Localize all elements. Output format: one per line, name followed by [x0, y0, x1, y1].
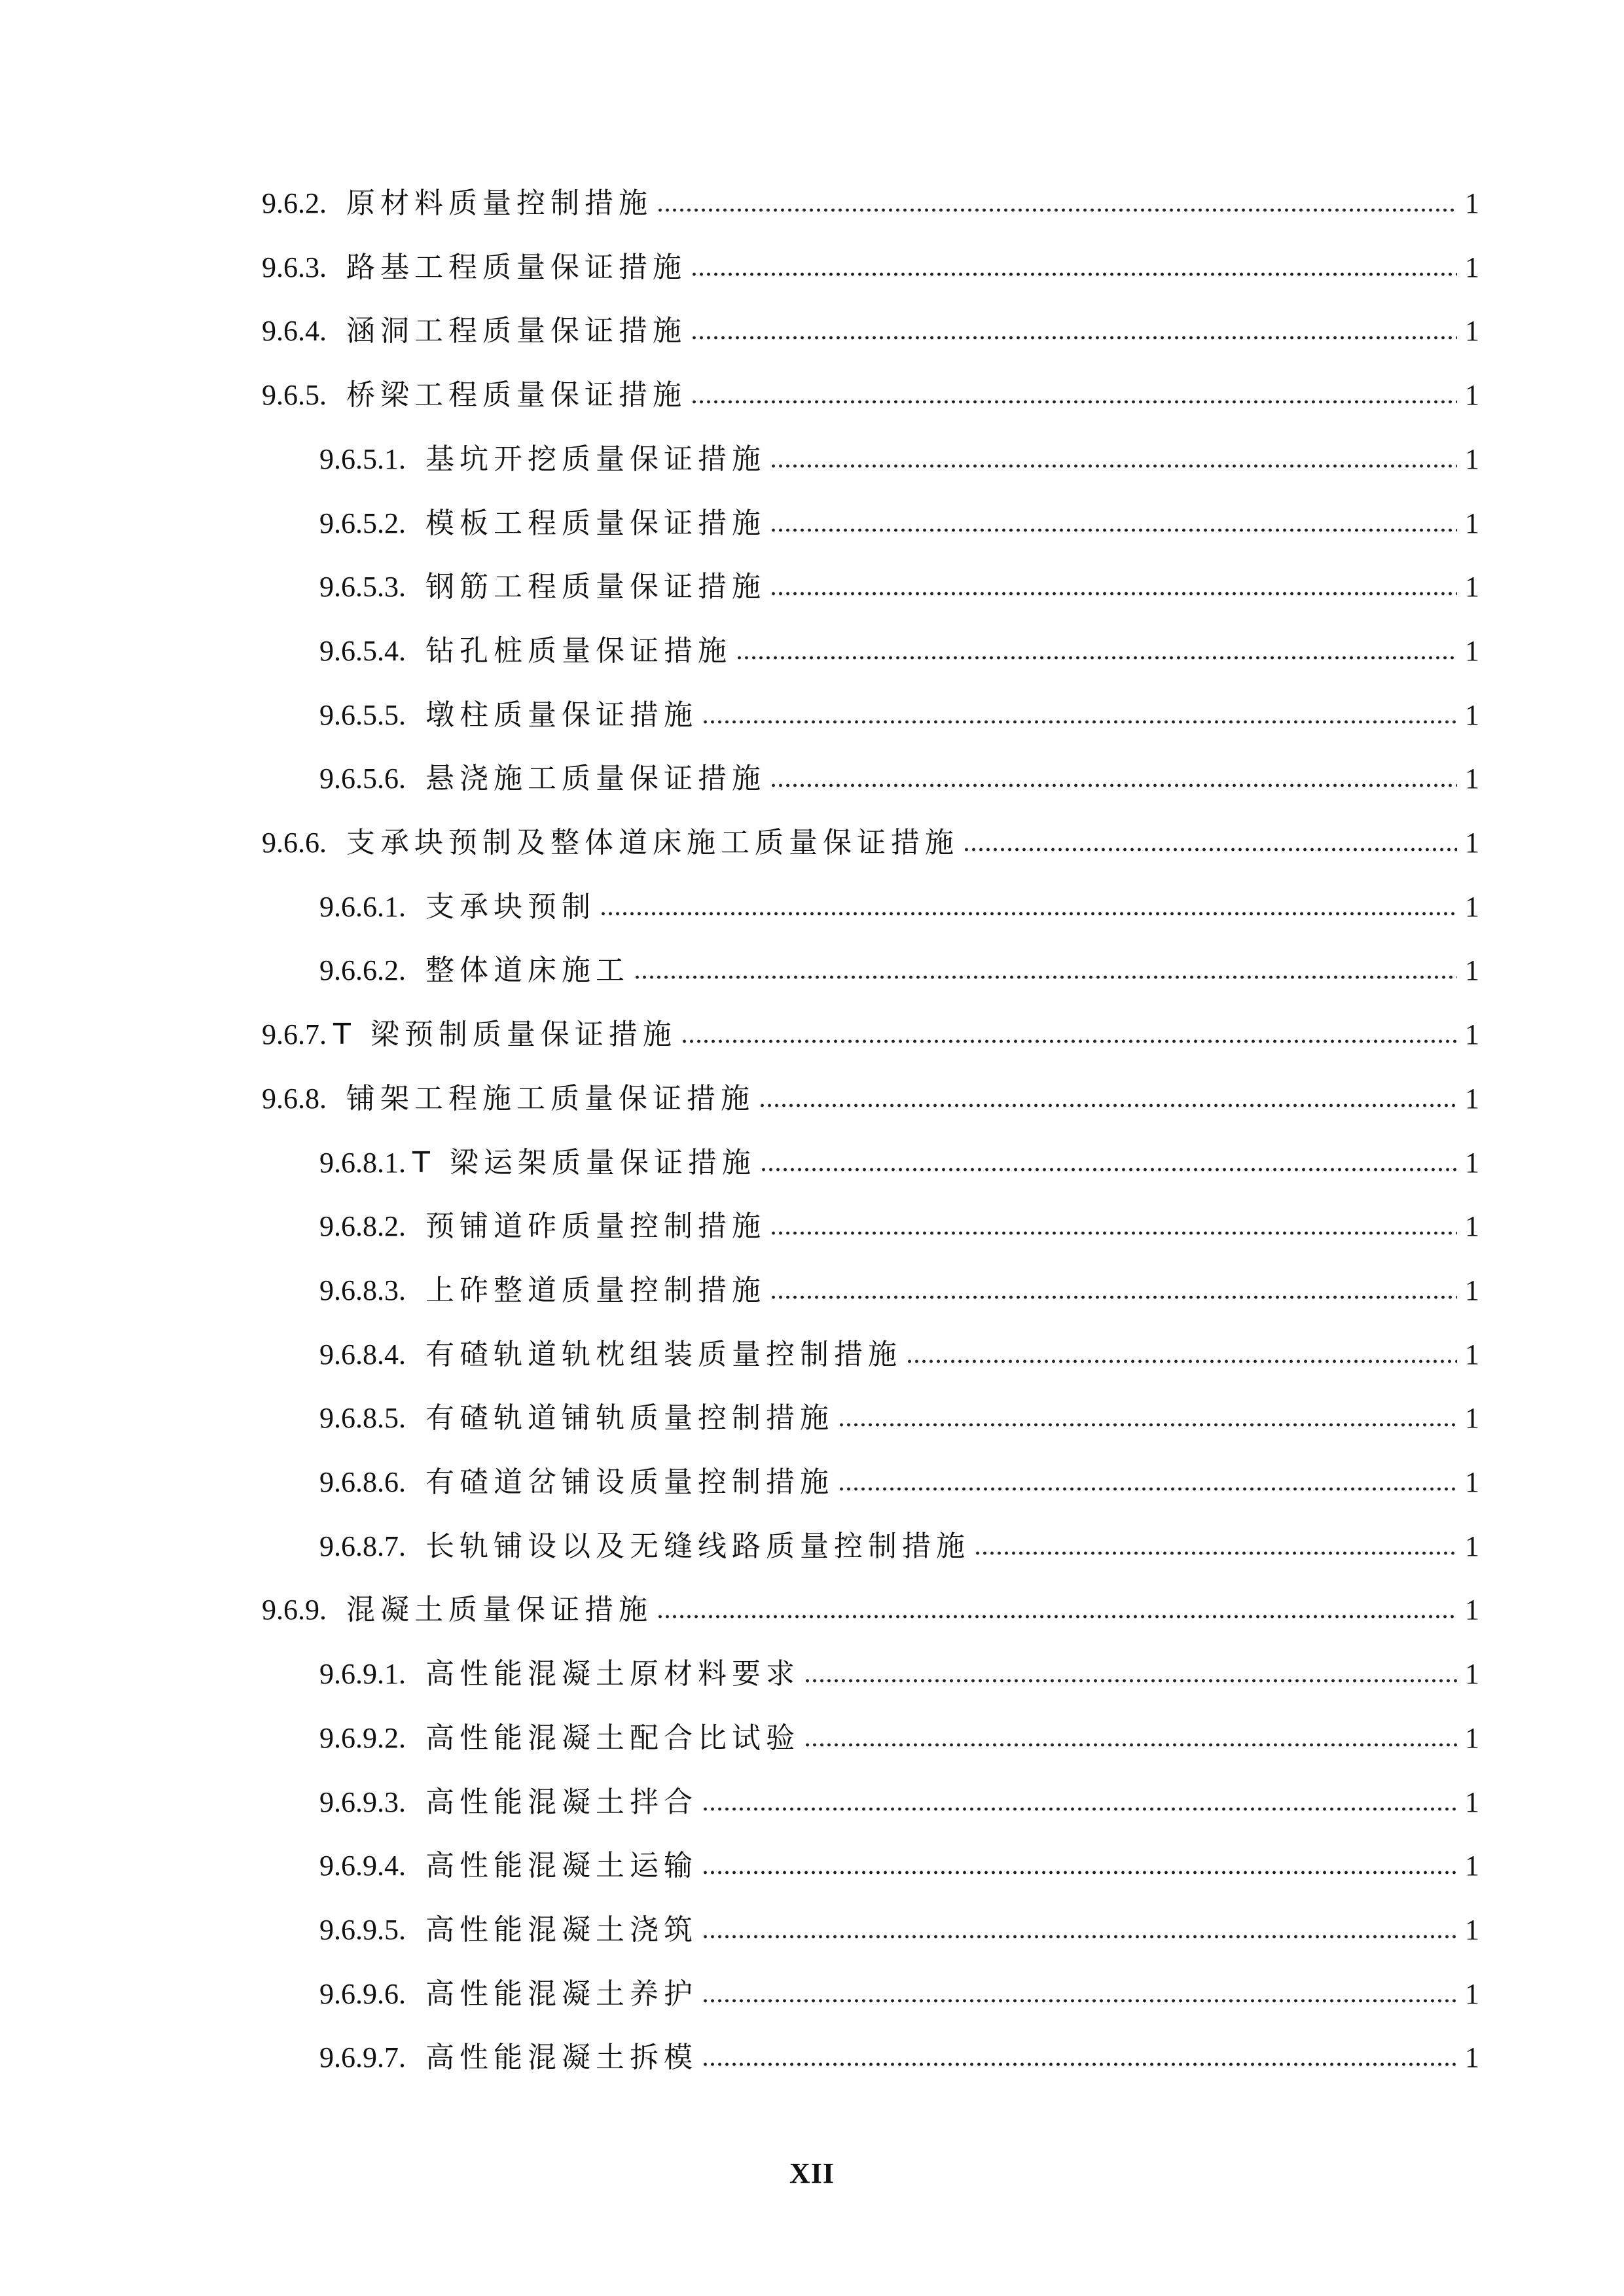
toc-row[interactable] [0, 308, 1624, 354]
toc-entry-number: 9.6.9.6. [319, 1978, 406, 2010]
toc-row[interactable] [0, 1971, 1624, 2017]
toc-entry-title: T 梁运架质量保证措施 [412, 1146, 756, 1179]
toc-row[interactable] [0, 948, 1624, 994]
toc-row[interactable] [0, 1332, 1624, 1378]
dot-leader [702, 1868, 1457, 1877]
toc-entry-page-number: 1 [1465, 1530, 1479, 1562]
toc-row[interactable] [0, 1780, 1624, 1825]
toc-entry-number: 9.6.8.3. [319, 1274, 406, 1306]
toc-entry-page-number: 1 [1465, 1338, 1479, 1371]
toc-entry-link[interactable] [262, 181, 1479, 226]
toc-entry-link[interactable] [319, 501, 1479, 547]
toc-entry-page-number: 1 [1465, 379, 1479, 411]
toc-entry-number: 9.6.8.4. [319, 1338, 406, 1371]
toc-entry-number: 9.6.8.1. [319, 1147, 406, 1179]
toc-entry-link[interactable] [319, 1524, 1479, 1570]
dot-leader [600, 909, 1457, 918]
toc-entry-number: 9.6.8. [262, 1083, 327, 1115]
dot-leader [657, 206, 1457, 215]
toc-row[interactable] [0, 564, 1624, 610]
toc-entry-number: 9.6.8.6. [319, 1466, 406, 1498]
toc-entry-link[interactable] [319, 1843, 1479, 1889]
toc-entry-number: 9.6.9.3. [319, 1786, 406, 1818]
dot-leader [838, 1484, 1457, 1494]
dot-leader [974, 1549, 1457, 1558]
toc-entry-link[interactable] [319, 1140, 1479, 1186]
toc-entry-page-number: 1 [1465, 443, 1479, 475]
toc-entry-number: 9.6.3. [262, 251, 327, 283]
toc-entry-page-number: 1 [1465, 1147, 1479, 1179]
toc-row[interactable] [0, 1715, 1624, 1761]
toc-entry-title: 悬浇施工质量保证措施 [425, 762, 766, 795]
toc-entry-number: 9.6.6.2. [319, 954, 406, 986]
dot-leader [759, 1101, 1457, 1110]
toc-entry-title: 长轨铺设以及无缝线路质量控制措施 [425, 1530, 970, 1563]
toc-entry-title: 路基工程质量保证措施 [346, 251, 687, 284]
toc-entry-link[interactable] [319, 756, 1479, 802]
toc-entry-title: 高性能混凝土配合比试验 [425, 1721, 800, 1755]
toc-row[interactable] [0, 1651, 1624, 1697]
toc-entry-number: 9.6.5.5. [319, 699, 406, 731]
toc-entry-page-number: 1 [1465, 1594, 1479, 1626]
toc-entry-link[interactable] [262, 1012, 1479, 1058]
toc-row[interactable] [0, 181, 1624, 226]
dot-leader [681, 1037, 1457, 1046]
dot-leader [770, 1293, 1457, 1302]
dot-leader [804, 1676, 1457, 1685]
toc-entry-title: 桥梁工程质量保证措施 [346, 378, 687, 412]
toc-entry-title: 高性能混凝土养护 [425, 1977, 698, 2011]
toc-entry-title: 有碴轨道铺轨质量控制措施 [425, 1401, 834, 1435]
toc-row[interactable] [0, 1395, 1624, 1441]
toc-row[interactable] [0, 884, 1624, 930]
toc-entry-number: 9.6.6. [262, 827, 327, 859]
toc-row[interactable] [0, 1907, 1624, 1953]
toc-entry-link[interactable] [319, 692, 1479, 738]
toc-entry-page-number: 1 [1465, 251, 1479, 283]
toc-entry-link[interactable] [319, 1332, 1479, 1378]
toc-entry-page-number: 1 [1465, 762, 1479, 795]
toc-entry-number: 9.6.5. [262, 379, 327, 411]
toc-entry-link[interactable] [319, 437, 1479, 482]
toc-entry-link[interactable] [262, 1587, 1479, 1633]
toc-entry-page-number: 1 [1465, 1850, 1479, 1882]
toc-entry-number: 9.6.5.6. [319, 762, 406, 795]
toc-entry-number: 9.6.5.4. [319, 635, 406, 667]
toc-entry-title: 有碴道岔铺设质量控制措施 [425, 1465, 834, 1499]
dot-leader [770, 461, 1457, 471]
toc-row[interactable] [0, 1012, 1624, 1058]
toc-entry-title: 有碴轨道轨枕组装质量控制措施 [425, 1338, 902, 1371]
toc-entry-link[interactable] [262, 820, 1479, 866]
toc-entry-link[interactable] [319, 1204, 1479, 1249]
dot-leader [702, 717, 1457, 726]
toc-entry-title: 高性能混凝土浇筑 [425, 1913, 698, 1946]
toc-row[interactable] [0, 756, 1624, 802]
toc-entry-link[interactable] [319, 1395, 1479, 1441]
toc-entry-link[interactable] [262, 245, 1479, 291]
toc-row[interactable] [0, 692, 1624, 738]
toc-row[interactable] [0, 437, 1624, 482]
toc-entry-title: 墩柱质量保证措施 [425, 698, 698, 732]
toc-row[interactable] [0, 2035, 1624, 2081]
toc-entry-link[interactable] [319, 564, 1479, 610]
toc-entry-page-number: 1 [1465, 827, 1479, 859]
dot-leader [760, 1165, 1457, 1174]
toc-entry-page-number: 1 [1465, 315, 1479, 347]
toc-entry-page-number: 1 [1465, 1402, 1479, 1434]
toc-entry-page-number: 1 [1465, 507, 1479, 539]
toc-entry-number: 9.6.6.1. [319, 891, 406, 923]
toc-entry-number: 9.6.9.1. [319, 1658, 406, 1690]
toc-entry-page-number: 1 [1465, 1658, 1479, 1690]
toc-entry-title: 钢筋工程质量保证措施 [425, 570, 766, 603]
toc-entry-number: 9.6.7. [262, 1018, 327, 1050]
toc-entry-link[interactable] [319, 2035, 1479, 2081]
toc-entry-number: 9.6.8.5. [319, 1402, 406, 1434]
toc-entry-title: 整体道床施工 [425, 954, 630, 987]
toc-entry-title: T 梁预制质量保证措施 [333, 1018, 677, 1051]
page-number-footer: XII [789, 2157, 835, 2189]
toc-entry-number: 9.6.5.2. [319, 507, 406, 539]
toc-entry-page-number: 1 [1465, 1210, 1479, 1242]
dot-leader [804, 1740, 1457, 1749]
dot-leader [702, 1804, 1457, 1814]
toc-entry-number: 9.6.5.3. [319, 571, 406, 603]
toc-entry-link[interactable] [319, 628, 1479, 674]
toc-entry-link[interactable] [319, 1971, 1479, 2017]
toc-entry-link[interactable] [319, 1715, 1479, 1761]
toc-row[interactable] [0, 372, 1624, 418]
dot-leader [770, 589, 1457, 598]
toc-entry-number: 9.6.4. [262, 315, 327, 347]
dot-leader [963, 845, 1457, 854]
toc-entry-link[interactable] [319, 1780, 1479, 1825]
toc-entry-page-number: 1 [1465, 891, 1479, 923]
toc-entry-page-number: 1 [1465, 1978, 1479, 2010]
dot-leader [702, 2060, 1457, 2069]
toc-entry-link[interactable] [262, 1076, 1479, 1122]
dot-leader [770, 1229, 1457, 1238]
toc-entry-page-number: 1 [1465, 1722, 1479, 1754]
toc-entry-link[interactable] [319, 1268, 1479, 1314]
dot-leader [838, 1420, 1457, 1429]
toc-entry-page-number: 1 [1465, 1786, 1479, 1818]
toc-entry-page-number: 1 [1465, 1466, 1479, 1498]
toc-entry-number: 9.6.2. [262, 187, 327, 219]
toc-row[interactable] [0, 1843, 1624, 1889]
toc-entry-number: 9.6.9. [262, 1594, 327, 1626]
toc-entry-link[interactable] [319, 884, 1479, 930]
dot-leader [691, 397, 1457, 406]
toc-entry-page-number: 1 [1465, 699, 1479, 731]
toc-entry-title: 钻孔桩质量保证措施 [425, 634, 732, 668]
toc-entry-title: 模板工程质量保证措施 [425, 507, 766, 540]
toc-entry-page-number: 1 [1465, 187, 1479, 219]
toc-entry-page-number: 1 [1465, 1914, 1479, 1946]
dot-leader [691, 333, 1457, 342]
toc-entry-page-number: 1 [1465, 1083, 1479, 1115]
toc-entry-number: 9.6.8.7. [319, 1530, 406, 1562]
toc-entry-link[interactable] [319, 948, 1479, 994]
toc-entry-title: 混凝土质量保证措施 [346, 1593, 653, 1626]
dot-leader [770, 526, 1457, 535]
toc-entry-link[interactable] [319, 1460, 1479, 1505]
toc-entry-link[interactable] [262, 372, 1479, 418]
dot-leader [634, 973, 1457, 982]
dot-leader [702, 1932, 1457, 1941]
toc-entry-link[interactable] [262, 308, 1479, 354]
toc-row[interactable] [0, 1268, 1624, 1314]
toc-entry-title: 支承块预制及整体道床施工质量保证措施 [346, 826, 959, 859]
toc-entry-number: 9.6.5.1. [319, 443, 406, 475]
toc-row[interactable] [0, 501, 1624, 547]
dot-leader [657, 1612, 1457, 1621]
toc-row[interactable] [0, 245, 1624, 291]
toc-row[interactable] [0, 1076, 1624, 1122]
toc-entry-number: 9.6.9.5. [319, 1914, 406, 1946]
toc-row[interactable] [0, 628, 1624, 674]
toc-row[interactable] [0, 1204, 1624, 1249]
toc-entry-link[interactable] [319, 1651, 1479, 1697]
toc-entry-title: 高性能混凝土原材料要求 [425, 1657, 800, 1691]
toc-entry-title: 预铺道砟质量控制措施 [425, 1210, 766, 1243]
toc-entry-number: 9.6.9.7. [319, 2041, 406, 2073]
toc-entry-number: 9.6.8.2. [319, 1210, 406, 1242]
toc-entry-title: 基坑开挖质量保证措施 [425, 442, 766, 476]
toc-row[interactable] [0, 1587, 1624, 1633]
toc-row[interactable] [0, 1140, 1624, 1186]
toc-entry-title: 铺架工程施工质量保证措施 [346, 1082, 755, 1115]
toc-row[interactable] [0, 1460, 1624, 1505]
toc-row[interactable] [0, 820, 1624, 866]
toc-row[interactable] [0, 1524, 1624, 1570]
toc-entry-page-number: 1 [1465, 1274, 1479, 1306]
toc-entry-number: 9.6.9.4. [319, 1850, 406, 1882]
toc-entry-page-number: 1 [1465, 954, 1479, 986]
toc-entry-title: 高性能混凝土拌合 [425, 1785, 698, 1819]
dot-leader [770, 781, 1457, 790]
toc-entry-title: 上砟整道质量控制措施 [425, 1274, 766, 1307]
toc-entry-link[interactable] [319, 1907, 1479, 1953]
toc-entry-title: 高性能混凝土拆模 [425, 2041, 698, 2074]
toc-entry-title: 高性能混凝土运输 [425, 1849, 698, 1882]
toc-entry-page-number: 1 [1465, 1018, 1479, 1050]
toc-entry-title: 支承块预制 [425, 890, 596, 924]
toc-entry-page-number: 1 [1465, 571, 1479, 603]
dot-leader [736, 653, 1457, 662]
toc-entry-number: 9.6.9.2. [319, 1722, 406, 1754]
dot-leader [906, 1357, 1457, 1366]
toc-entry-page-number: 1 [1465, 635, 1479, 667]
toc-entry-title: 涵洞工程质量保证措施 [346, 314, 687, 348]
dot-leader [702, 1996, 1457, 2005]
dot-leader [691, 270, 1457, 279]
toc-entry-title: 原材料质量控制措施 [346, 187, 653, 220]
toc-entry-page-number: 1 [1465, 2041, 1479, 2073]
